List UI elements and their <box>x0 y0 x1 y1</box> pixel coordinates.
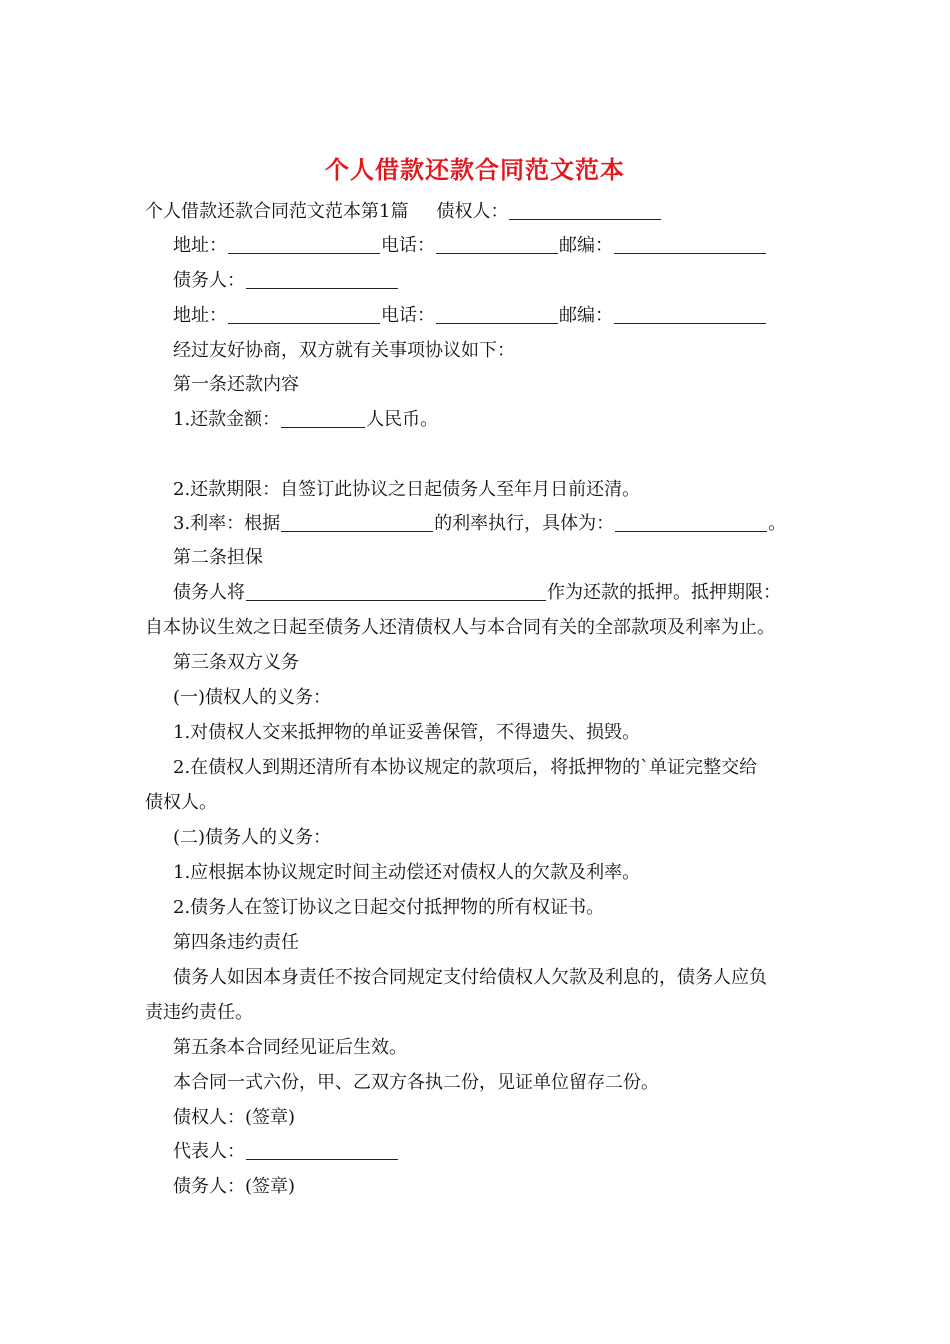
debtor-contact-line <box>173 304 767 328</box>
debtor-label: 债务人： <box>173 270 245 291</box>
debtor-zip-blank <box>614 305 766 324</box>
collateral-blank <box>246 582 546 601</box>
repayment-term-line: 2.还款期限：自签订此协议之日起债务人至年月日前还清。 <box>173 479 641 500</box>
repayment-amount-line <box>173 408 438 432</box>
debtor-address-blank <box>228 305 380 324</box>
phone-label: 电话： <box>381 235 435 256</box>
article-1-heading: 第一条还款内容 <box>173 374 299 395</box>
creditor-phone-blank <box>436 235 558 254</box>
debtor-signature: 债务人：(签章) <box>173 1176 296 1197</box>
debtor-duty-2: 2.债务人在签订协议之日起交付抵押物的所有权证书。 <box>173 897 605 918</box>
creditor-duty-2: 2.在债权人到期还清所有本协议规定的款项后，将抵押物的`单证完整交给 <box>173 757 758 778</box>
heading-line <box>145 200 662 224</box>
creditor-contact-line <box>173 234 767 258</box>
interest-rate-line <box>173 512 786 536</box>
article-3-heading: 第三条双方义务 <box>173 652 299 673</box>
guarantee-suffix: 作为还款的抵押。抵押期限： <box>547 582 781 603</box>
zip-label: 邮编： <box>559 305 613 326</box>
representative-blank <box>246 1141 398 1160</box>
repayment-amount-label: 1.还款金额： <box>173 409 281 430</box>
heading-text: 个人借款还款合同范文范本第1篇 <box>145 201 409 222</box>
guarantee-continuation: 自本协议生效之日起至债务人还清债权人与本合同有关的全部款项及利率为止。 <box>145 617 775 638</box>
article-4-heading: 第四条违约责任 <box>173 932 299 953</box>
document-title: 个人借款还款合同范文范本 <box>325 155 625 184</box>
interest-rate-label: 3.利率：根据 <box>173 513 281 534</box>
copies-paragraph: 本合同一式六份，甲、乙双方各执二份，见证单位留存二份。 <box>173 1072 659 1093</box>
phone-label: 电话： <box>381 305 435 326</box>
creditor-blank <box>509 201 661 220</box>
guarantee-prefix: 债务人将 <box>173 582 245 603</box>
representative-label: 代表人： <box>173 1141 245 1162</box>
interest-end-punct: 。 <box>768 513 787 534</box>
currency-text: 人民币。 <box>366 409 439 430</box>
guarantee-line <box>173 581 781 605</box>
creditor-duty-title: (一)债权人的义务： <box>173 687 332 708</box>
creditor-zip-blank <box>614 235 766 254</box>
intro-paragraph: 经过友好协商，双方就有关事项协议如下： <box>173 340 515 361</box>
article-2-heading: 第二条担保 <box>173 547 263 568</box>
interest-basis-blank <box>281 513 433 532</box>
creditor-signature: 债权人：(签章) <box>173 1107 296 1128</box>
creditor-duty-2-continuation: 债权人。 <box>145 792 217 813</box>
repayment-amount-blank <box>281 409 365 428</box>
breach-paragraph: 债务人如因本身责任不按合同规定支付给债权人欠款及利息的，债务人应负 <box>173 967 767 988</box>
debtor-duty-title: (二)债务人的义务： <box>173 827 332 848</box>
debtor-blank <box>246 270 398 289</box>
debtor-phone-blank <box>436 305 558 324</box>
article-5-heading: 第五条本合同经见证后生效。 <box>173 1037 407 1058</box>
address-label: 地址： <box>173 235 227 256</box>
creditor-duty-1: 1.对债权人交来抵押物的单证妥善保管，不得遗失、损毁。 <box>173 722 641 743</box>
interest-detail-blank <box>615 513 767 532</box>
address-label: 地址： <box>173 305 227 326</box>
debtor-line <box>173 269 399 293</box>
breach-continuation: 责违约责任。 <box>145 1002 253 1023</box>
representative-line <box>173 1140 399 1164</box>
interest-middle-text: 的利率执行，具体为： <box>434 513 615 534</box>
zip-label: 邮编： <box>559 235 613 256</box>
creditor-address-blank <box>228 235 380 254</box>
debtor-duty-1: 1.应根据本协议规定时间主动偿还对债权人的欠款及利率。 <box>173 862 641 883</box>
creditor-label: 债权人： <box>436 201 509 222</box>
